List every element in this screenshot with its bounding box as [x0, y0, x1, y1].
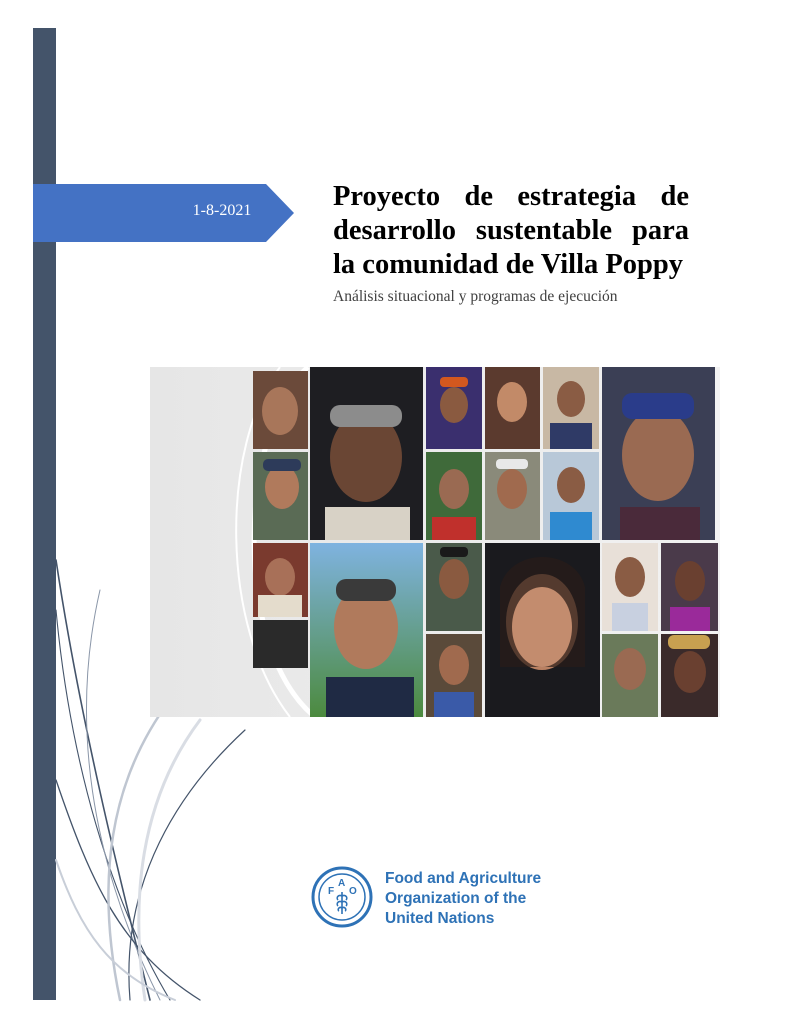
photo-tile: [310, 543, 423, 717]
portrait-collage: [150, 367, 720, 717]
photo-tile: [426, 543, 482, 631]
photo-tile: [602, 543, 658, 631]
photo-tile: [253, 620, 308, 668]
emblem-letter-f: F: [328, 886, 335, 897]
photo-tile: [602, 634, 658, 717]
photo-tile: [310, 367, 423, 540]
photo-tile: [253, 452, 308, 540]
fao-emblem-icon: [311, 866, 373, 928]
photo-tile: [485, 452, 540, 540]
photo-tile: [253, 543, 308, 617]
cover-date: 1-8-2021: [192, 202, 252, 219]
org-name-line-3: United Nations: [385, 910, 495, 927]
org-name-line-2: Organization of the: [385, 890, 527, 907]
photo-tile: [661, 634, 718, 717]
photo-tile: [485, 367, 540, 449]
document-subtitle: Análisis situacional y programas de ejecución: [333, 288, 618, 305]
photo-tile: [426, 452, 482, 540]
org-name-line-1: Food and Agriculture: [385, 870, 542, 887]
photo-tile: [485, 543, 600, 717]
photo-tile: [426, 634, 482, 717]
emblem-letter-a: A: [338, 878, 346, 889]
photo-tile: [543, 367, 599, 449]
emblem-letter-o: O: [349, 886, 357, 897]
photo-tile: [426, 367, 482, 449]
organization-name: [385, 869, 541, 929]
photo-tile: [602, 367, 715, 540]
photo-tile: [543, 452, 599, 540]
photo-tile: [661, 543, 718, 631]
document-title: Proyecto de estrategia de desarrollo sustentable para la comunidad de Villa Poppy: [333, 181, 689, 280]
photo-tile: [253, 371, 308, 449]
